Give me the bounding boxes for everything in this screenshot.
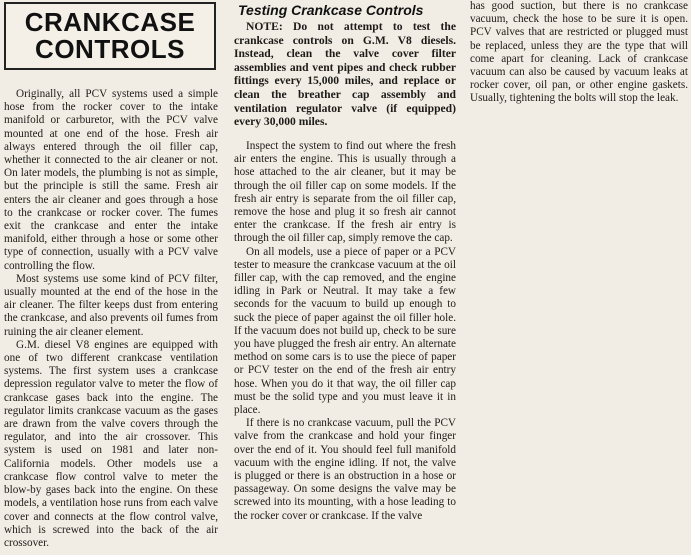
column-left-text [4, 88, 218, 550]
paragraph: Inspect the system to find out where the fresh air enters the engine. This is usually through a hose attached to the air cleaner, but it may be through the oil filler cap on some models. If the fresh air entry is separate from the oil filler cap, remove the hose and plug it so fresh air cannot enter the crankcase. If the fresh air entry is through the oil filler cap, simply remove the cap. [234, 140, 456, 245]
paragraph: If there is no crankcase vacuum, pull the PCV valve from the crankcase and hold your finger over the end of it. You should feel full manifold vacuum with the engine idling. If not, the valve is plugged or there is an obstruction in a hose or passageway. On some designs the valve may be screwed into its mounting, with a hose leading to the rocker cover or crankcase. If the valve [234, 417, 456, 522]
paragraph: Most systems use some kind of PCV filter, usually mounted at the end of the hose in the air cleaner. The filter keeps dust from entering the crankcase, and also prevents oil fumes from ruining the air cleaner element. [4, 272, 218, 338]
subsection-heading: Testing Crankcase Controls [238, 2, 424, 18]
paragraph: G.M. diesel V8 engines are equipped with one of two different crankcase ventilation systems. The first system uses a crankcase depression regulator valve to meter the flow of crankcase gases back into the engine. The regulator limits crankcase vacuum as the gases are drawn from the valve covers through the regulator, and into the air crossover. This system is used on 1981 and later non-California models. Other models use a crankcase flow control valve to meter the blow-by gases back into the engine. On these models, a ventilation hose runs from each valve cover and connects at the flow control valve, which is screwed into the back of the air crossover. [4, 338, 218, 549]
paragraph: Originally, all PCV systems used a simple hose from the rocker cover to the intake manifold or carburetor, with the PCV valve mounted at one end of the hose. Fresh air always entered through the oil filler cap, whether it connected to the air cleaner or not. On later models, the plumbing is not as simple, but the principle is still the same. Fresh air enters the air cleaner and goes through a hose to the crankcase or rocker cover. The fumes exit the crankcase and enter the intake manifold, either through a hose or some other type of connection, usually with a PCV valve controlling the flow. [4, 88, 218, 272]
paragraph: has good suction, but there is no crankcase vacuum, check the hose to be sure it is open. PCV valves that are restricted or plugged must be replaced, unless they are the type that will come apart for cleaning. Lack of crankcase vacuum can also be caused by vacuum leaks at rocker cover, oil pan, or other engine gaskets. Usually, tightening the bolts will stop the leak. [470, 0, 688, 105]
section-title-line1: CRANKCASE [24, 7, 196, 37]
paragraph: On all models, use a piece of paper or a PCV tester to measure the crankcase vacuum at the oil filler cap, with the cap removed, and the engine idling in Park or Neutral. It may take a few seconds for the vacuum to build up enough to suck the piece of paper against the oil filler hole. If the vacuum does not build up, check to be sure you have plugged the fresh air entry. An alternate method on some cars is to use the piece of paper or PCV tester on the end of the fresh air entry hose. When you do it that way, the oil filler cap must be the solid type and you must leave it in place. [234, 245, 456, 417]
section-title-line2: CONTROLS [35, 34, 185, 64]
section-title-box [4, 2, 216, 70]
note-paragraph: NOTE: Do not attempt to test the crankcase controls on G.M. V8 diesels. Instead, clean the valve cover filter assemblies and vent pipes and check rubber fittings every 15,000 miles, and replace or clean the breather cap assembly and ventilation regulator valve (if equipped) every 30,000 miles. [234, 20, 456, 129]
column-middle-text [234, 140, 456, 523]
column-right-text [470, 0, 688, 106]
